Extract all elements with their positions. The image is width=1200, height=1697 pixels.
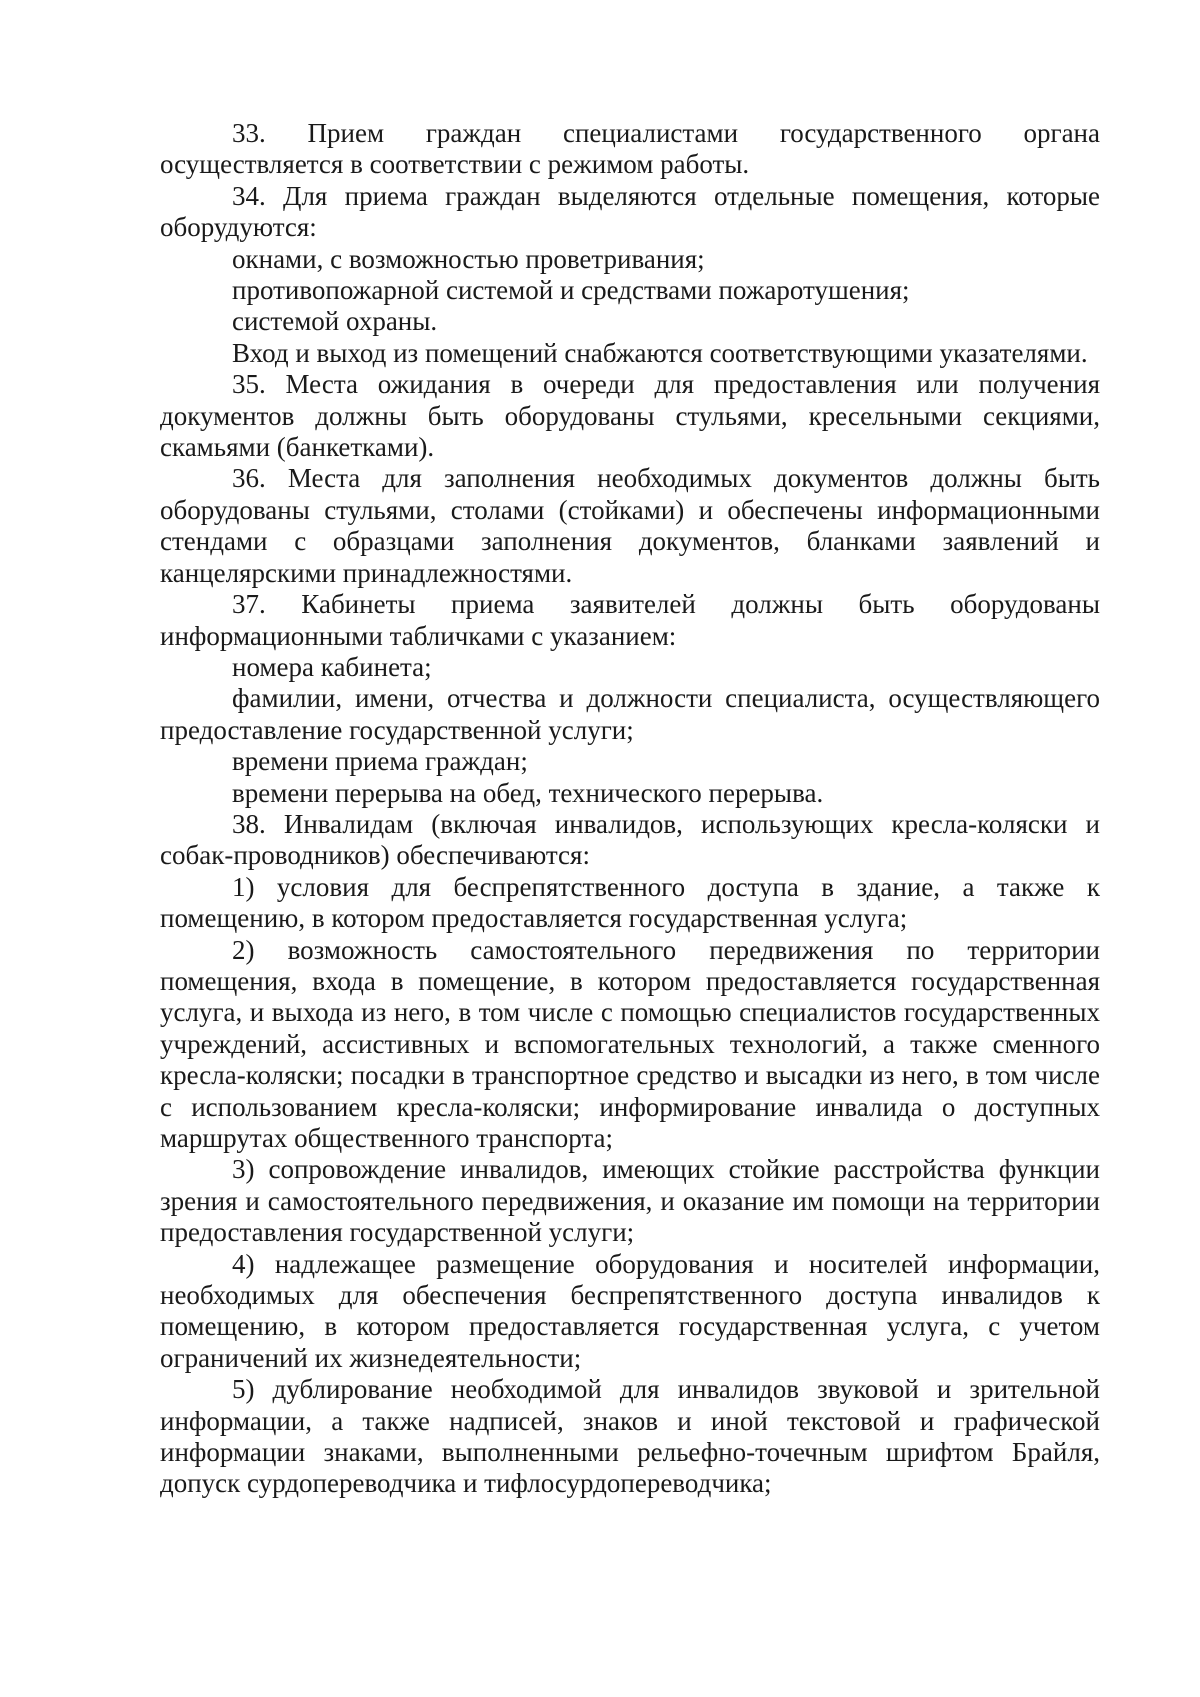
- paragraph-37: 37. Кабинеты приема заявителей должны быть оборудованы информационными табличками с указанием:: [160, 589, 1100, 651]
- paragraph-36: 36. Места для заполнения необходимых документов должны быть оборудованы стульями, столами (стойками) и обеспечены информационными стендами с образцами заполнения документов, бланками заявлений и канцелярскими принадлежностями.: [160, 463, 1100, 588]
- paragraph-34: 34. Для приема граждан выделяются отдельные помещения, которые оборудуются:: [160, 180, 1100, 243]
- paragraph-33: 33. Прием граждан специалистами государственного органа осуществляется в соответствии с режимом работы.: [160, 118, 1100, 180]
- list-item-38-3: 3) сопровождение инвалидов, имеющих стойкие расстройства функции зрения и самостоятельного передвижения, и оказание им помощи на территории предоставления государственной услуги;: [160, 1154, 1100, 1248]
- paragraph-entry-exit: Вход и выход из помещений снабжаются соответствующими указателями.: [232, 337, 1088, 368]
- paragraph-38: 38. Инвалидам (включая инвалидов, использующих кресла-коляски и собак-проводников) обеспечиваются:: [160, 808, 1100, 871]
- list-item-office-number: номера кабинета;: [232, 651, 432, 682]
- list-item-break-time: времени перерыва на обед, технического перерыва.: [232, 777, 824, 808]
- list-item-specialist-name: фамилии, имени, отчества и должности специалиста, осуществляющего предоставление государственной услуги;: [160, 683, 1100, 745]
- list-item-windows: окнами, с возможностью проветривания;: [232, 243, 705, 274]
- list-item-security: системой охраны.: [232, 306, 438, 337]
- list-item-reception-time: времени приема граждан;: [232, 746, 528, 777]
- list-item-38-4: 4) надлежащее размещение оборудования и носителей информации, необходимых для обеспечения беспрепятственного доступа инвалидов к помещению, в котором предоставляется государственная услуга, с учетом ограничений их жизнедеятельности;: [160, 1248, 1100, 1373]
- list-item-38-5: 5) дублирование необходимой для инвалидов звуковой и зрительной информации, а также надписей, знаков и иной текстовой и графической информации знаками, выполненными рельефно-точечным шрифтом Брайля, допуск сурдопереводчика и тифлосурдопереводчика;: [160, 1374, 1100, 1499]
- paragraph-35: 35. Места ожидания в очереди для предоставления или получения документов должны быть оборудованы стульями, кресельными секциями, скамьями (банкетками).: [160, 369, 1100, 463]
- list-item-38-2: 2) возможность самостоятельного передвижения по территории помещения, входа в помещение, в котором предоставляется государственная услуга, и выхода из него, в том числе с помощью специалистов государственных учреждений, ассистивных и вспомогательных технологий, а также сменного кресла-коляски; посадки в транспортное средство и высадки из него, в том числе с использованием кресла-коляски; информирование инвалида о доступных маршрутах общественного транспорта;: [160, 934, 1100, 1153]
- list-item-38-1: 1) условия для беспрепятственного доступа в здание, а также к помещению, в котором предоставляется государственная услуга;: [160, 871, 1100, 934]
- list-item-fire-system: противопожарной системой и средствами пожаротушения;: [232, 275, 910, 306]
